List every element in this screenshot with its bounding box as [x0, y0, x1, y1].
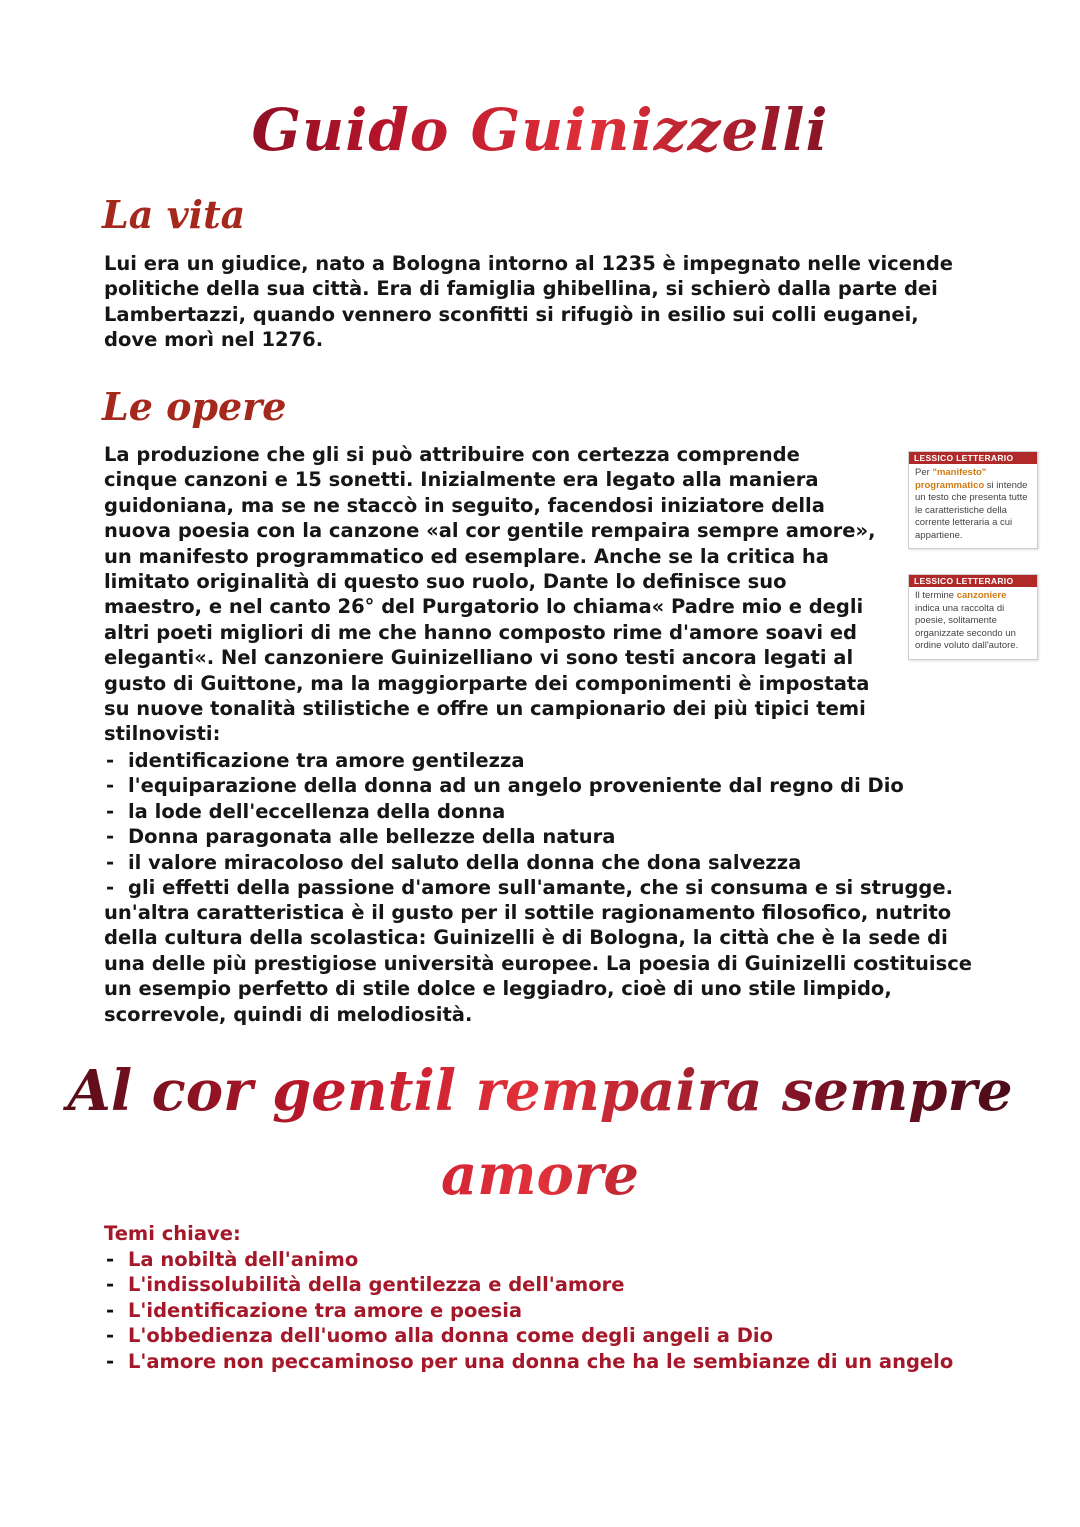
- poem-title-line1: Al cor gentil rempaira sempre: [0, 1058, 1080, 1124]
- glossary-tag: LESSICO LETTERARIO: [909, 452, 1037, 464]
- glossary-tag: LESSICO LETTERARIO: [909, 575, 1037, 587]
- list-item: - identificazione tra amore gentilezza: [104, 748, 953, 773]
- list-item: - Donna paragonata alle bellezze della natura: [104, 824, 953, 849]
- poem-title-line2: amore: [0, 1142, 1080, 1208]
- list-item: - il valore miracoloso del saluto della donna che dona salvezza: [104, 850, 953, 875]
- list-item: - L'indissolubilità della gentilezza e dell'amore: [104, 1272, 953, 1297]
- page-title: Guido Guinizzelli: [0, 96, 1080, 164]
- glossary-box-canzoniere: [908, 574, 1038, 660]
- opere-paragraph: La produzione che gli si può attribuire con certezza comprende cinque canzoni e 15 sonetti. Inizialmente era legato alla maniera guidoniana, ma se ne staccò in seguito, facendosi iniziatore della nuova poesia con la canzone «al cor gentile rempaira sempre amore», un manifesto programmatico ed esemplare. Anche se la critica ha limitato originalità di questo suo ruolo, Dante lo definisce suo maestro, e nel canto 26° del Purgatorio lo chiama« Padre mio e degli altri poeti migliori di me che hanno composto rime d'amore soavi ed eleganti«. Nel canzoniere Guinizelliano vi sono testi ancora legati al gusto di Guittone, ma la maggiorparte dei componimenti è impostata su nuove tonalità stilistiche e offre un campionario dei più tipici temi stilnovisti:: [104, 443, 876, 746]
- themes-heading: Temi chiave:: [104, 1222, 241, 1245]
- glossary-term: "manifesto" programmatico: [915, 467, 987, 491]
- glossary-term: canzoniere: [956, 590, 1007, 601]
- section-heading-opere: Le opere: [102, 384, 287, 429]
- list-item: - La nobiltà dell'animo: [104, 1247, 953, 1272]
- vita-paragraph: Lui era un giudice, nato a Bologna intorno al 1235 è impegnato nelle vicende politiche della sua città. Era di famiglia ghibellina, si schierò dalla parte dei Lambertazzi, quando vennero sconfitti si rifugiò in esilio sui colli euganei, dove morì nel 1276.: [104, 252, 954, 352]
- list-item: - gli effetti della passione d'amore sull'amante, che si consuma e si strugge.: [104, 875, 953, 900]
- stilnovisti-themes-list: [104, 748, 953, 900]
- glossary-text: Il termine canzoniere indica una raccolta di poesie, solitamente organizzate secondo un ordine voluto dall'autore.: [915, 590, 1019, 651]
- section-heading-vita: La vita: [102, 192, 246, 237]
- list-item: - L'obbedienza dell'uomo alla donna come degli angeli a Dio: [104, 1323, 953, 1348]
- list-item: - l'equiparazione della donna ad un angelo proveniente dal regno di Dio: [104, 773, 953, 798]
- glossary-text: Per "manifesto" programmatico si intende un testo che presenta tutte le caratteristiche della corrente letteraria a cui appartiene.: [915, 467, 1028, 541]
- opere-paragraph-2: un'altra caratteristica è il gusto per il sottile ragionamento filosofico, nutrito della cultura della scolastica: Guinizelli è di Bologna, la città che è la sede di una delle più prestigiose università europee. La poesia di Guinizelli costituisce un esempio perfetto di stile dolce e leggiadro, cioè di uno stile limpido, scorrevole, quindi di melodiosità.: [104, 901, 972, 1026]
- list-item: - L'identificazione tra amore e poesia: [104, 1298, 953, 1323]
- list-item: - la lode dell'eccellenza della donna: [104, 799, 953, 824]
- list-item: - L'amore non peccaminoso per una donna che ha le sembianze di un angelo: [104, 1349, 953, 1374]
- glossary-box-manifesto: [908, 451, 1038, 549]
- key-themes-list: [104, 1247, 953, 1374]
